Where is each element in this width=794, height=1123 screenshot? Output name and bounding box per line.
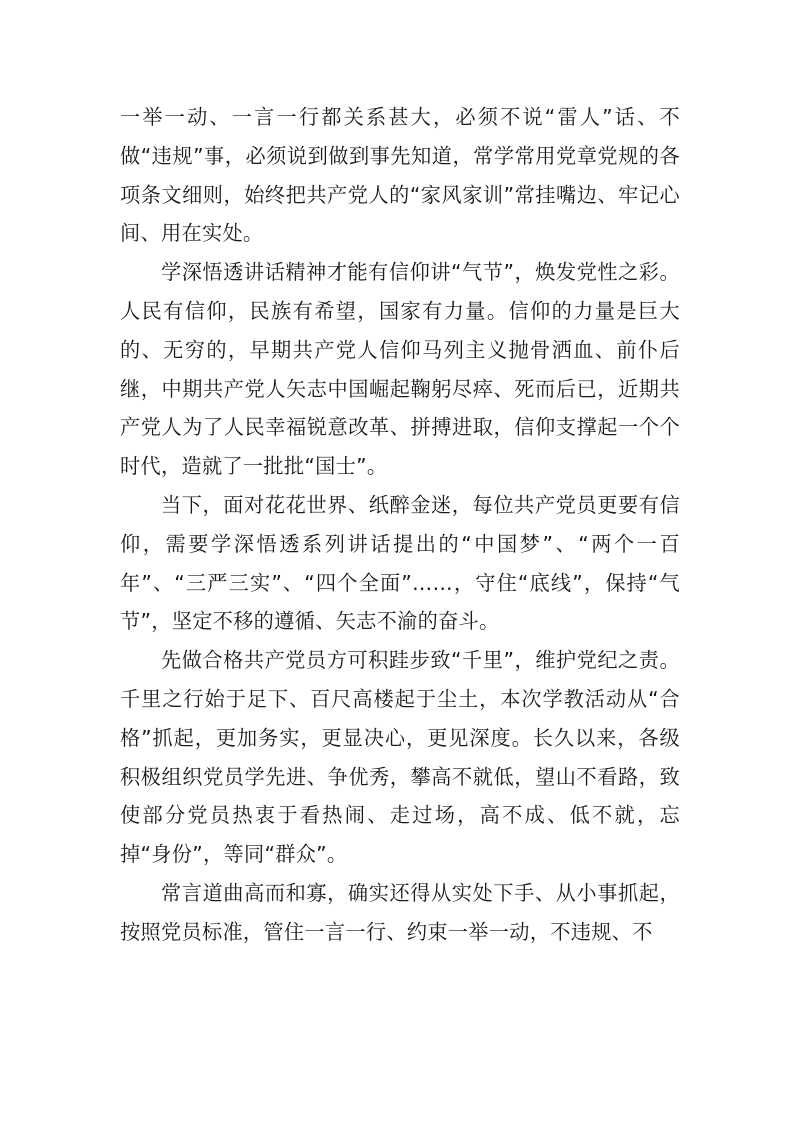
paragraph-3: 当下，面对花花世界、纸醉金迷，每位共产党员更要有信仰，需要学深悟透系列讲话提出的“中国梦”、“两个一百年”、“三严三实”、“四个全面”……，守住“底线”，保持“气节”，坚定不移的遵循、矢志不渝的奋斗。 bbox=[120, 492, 680, 634]
document-body bbox=[120, 98, 680, 952]
paragraph-5: 常言道曲高而和寡，确实还得从实处下手、从小事抓起，按照党员标准，管住一言一行、约束一举一动，不违规、不 bbox=[120, 880, 680, 944]
paragraph-1: 一举一动、一言一行都关系甚大，必须不说“雷人”话、不做“违规”事，必须说到做到事先知道，常学常用党章党规的各项条文细则，始终把共产党人的“家风家训”常挂嘴边、牢记心间、用在实处。 bbox=[120, 105, 680, 246]
paragraph-2: 学深悟透讲话精神才能有信仰讲“气节”，焕发党性之彩。人民有信仰，民族有希望，国家有力量。信仰的力量是巨大的、无穷的，早期共产党人信仰马列主义抛骨洒血、前仆后继，中期共产党人矢志中国崛起鞠躬尽瘁、死而后已，近期共产党人为了人民幸福锐意改革、拼搏进取，信仰支撑起一个个时代，造就了一批批“国士”。 bbox=[120, 260, 680, 479]
paragraph-4: 先做合格共产党员方可积跬步致“千里”，维护党纪之责。千里之行始于足下、百尺高楼起于尘土，本次学教活动从“合格”抓起，更加务实，更显决心，更见深度。长久以来，各级积极组织党员学先进、争优秀，攀高不就低，望山不看路，致使部分党员热衷于看热闹、走过场，高不成、低不就，忘掉“身份”，等同“群众”。 bbox=[120, 648, 680, 867]
